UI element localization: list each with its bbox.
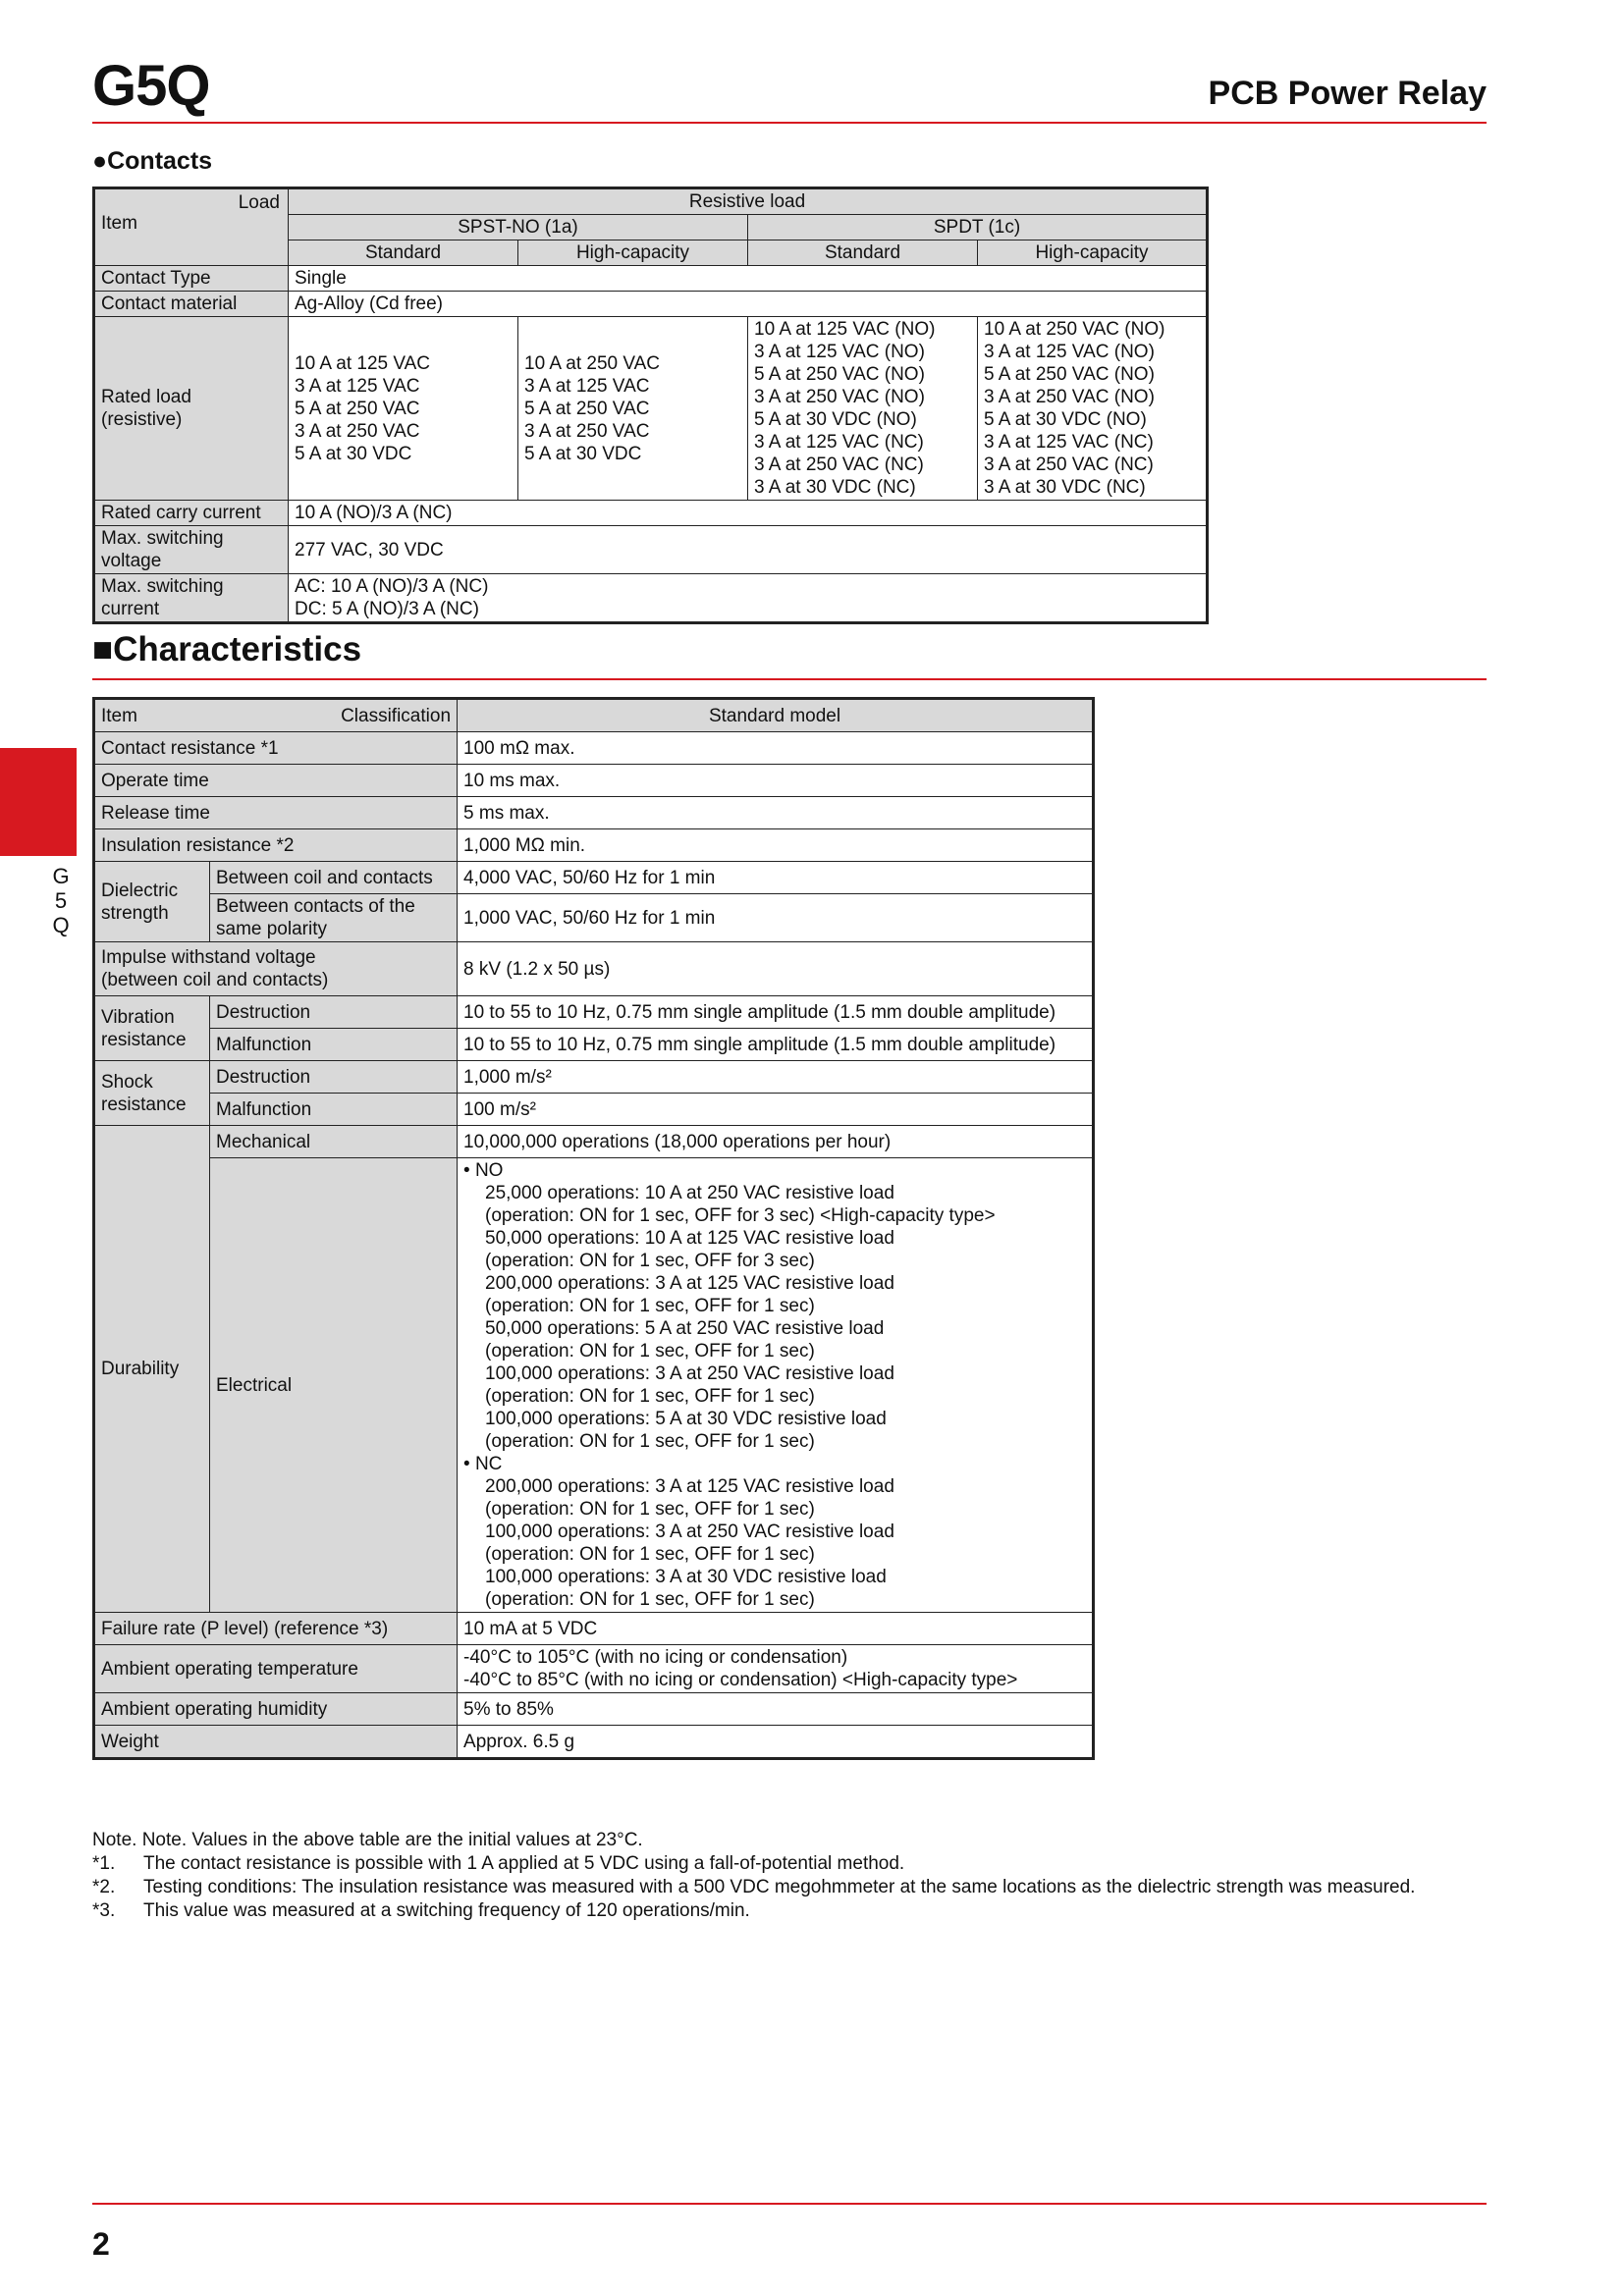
table-row <box>94 1158 1094 1613</box>
table-row <box>94 732 1094 765</box>
label-line: strength <box>101 902 169 924</box>
note-text: This value was measured at a switching frequency of 120 operations/min. <box>143 1900 750 1921</box>
bullet-no: • NO <box>463 1160 504 1181</box>
cell-value <box>289 317 518 501</box>
value-line: 50,000 operations: 10 A at 125 VAC resistive load <box>485 1228 894 1249</box>
table-row <box>94 292 1208 317</box>
section-title-contacts: ●Contacts <box>92 147 213 175</box>
value-line: 10 A at 125 VAC (NO) <box>754 319 936 340</box>
value-line: -40°C to 105°C (with no icing or condensation) <box>463 1647 848 1668</box>
value-line: 5 A at 250 VAC <box>295 398 420 419</box>
side-letter: G <box>52 864 70 888</box>
note-mark: *3. <box>92 1900 116 1921</box>
value-line: 100,000 operations: 3 A at 30 VDC resistive load <box>485 1567 887 1587</box>
row-label: Ambient operating temperature <box>94 1645 458 1693</box>
label-line: Max. switching <box>101 576 224 597</box>
value-line: 5 A at 250 VAC (NO) <box>754 364 925 385</box>
footer-divider <box>92 2203 1487 2205</box>
value-line: 5 A at 30 VDC <box>524 443 642 464</box>
corner-load-label: Load <box>238 192 280 213</box>
table-row <box>94 574 1208 623</box>
cell-value: 100 m/s² <box>458 1094 1094 1126</box>
note-item <box>92 1876 1415 1899</box>
row-group-label <box>94 862 210 942</box>
column-header: Standard <box>289 240 518 266</box>
value-line: 100,000 operations: 5 A at 30 VDC resistive load <box>485 1409 887 1429</box>
cell-value: 277 VAC, 30 VDC <box>289 526 1208 574</box>
corner-item-label: Item <box>101 705 137 726</box>
value-line: (operation: ON for 1 sec, OFF for 1 sec) <box>485 1544 815 1565</box>
table-row <box>94 996 1094 1029</box>
row-label <box>94 317 289 501</box>
cell-value: 1,000 VAC, 50/60 Hz for 1 min <box>458 894 1094 942</box>
value-line: DC: 5 A (NO)/3 A (NC) <box>295 599 479 619</box>
note-item <box>92 1852 1415 1876</box>
value-line: -40°C to 85°C (with no icing or condensation) <High-capacity type> <box>463 1670 1018 1690</box>
row-label <box>94 574 289 623</box>
value-line: (operation: ON for 1 sec, OFF for 1 sec) <box>485 1431 815 1452</box>
label-line: current <box>101 599 160 619</box>
cell-value: 100 mΩ max. <box>458 732 1094 765</box>
value-line: AC: 10 A (NO)/3 A (NC) <box>295 576 489 597</box>
value-line: 5 A at 250 VAC <box>524 398 650 419</box>
table-row <box>94 1613 1094 1645</box>
label-line: Impulse withstand voltage <box>101 947 316 968</box>
value-line: (operation: ON for 1 sec, OFF for 3 sec) <High-capacity type> <box>485 1205 996 1226</box>
value-line: 3 A at 250 VAC (NC) <box>984 454 1154 475</box>
cell-value: 1,000 m/s² <box>458 1061 1094 1094</box>
label-line: Rated load <box>101 387 191 407</box>
value-line: 3 A at 125 VAC (NO) <box>754 342 925 362</box>
row-label: Failure rate (P level) (reference *3) <box>94 1613 458 1645</box>
row-label: Destruction <box>210 996 458 1029</box>
label-line: Dielectric <box>101 880 179 901</box>
corner-classification-label: Classification <box>341 705 452 726</box>
cell-value: 10 to 55 to 10 Hz, 0.75 mm single amplitude (1.5 mm double amplitude) <box>458 996 1094 1029</box>
cell-value <box>518 317 748 501</box>
value-line: (operation: ON for 1 sec, OFF for 3 sec) <box>485 1251 815 1271</box>
row-group-label <box>94 1061 210 1126</box>
value-line: 100,000 operations: 3 A at 250 VAC resistive load <box>485 1522 894 1542</box>
row-label: Contact resistance *1 <box>94 732 458 765</box>
label-line: same polarity <box>216 919 327 939</box>
label-line: Shock <box>101 1071 153 1093</box>
value-line: 3 A at 30 VDC (NC) <box>754 477 916 498</box>
row-label: Electrical <box>210 1158 458 1613</box>
resistive-load-header: Resistive load <box>289 188 1208 215</box>
table-row <box>94 862 1094 894</box>
table-corner-header <box>94 699 458 732</box>
label-line: (resistive) <box>101 409 183 430</box>
cell-value: Ag-Alloy (Cd free) <box>289 292 1208 317</box>
label-line: Between contacts of the <box>216 896 415 917</box>
cell-value: 8 kV (1.2 x 50 µs) <box>458 942 1094 996</box>
note-mark: *1. <box>92 1853 116 1874</box>
table-row <box>94 1029 1094 1061</box>
cell-value: 10 A (NO)/3 A (NC) <box>289 501 1208 526</box>
note-text: The contact resistance is possible with 1 A applied at 5 VDC using a fall-of-potential method. <box>143 1853 905 1874</box>
value-line: 5 A at 250 VAC (NO) <box>984 364 1155 385</box>
value-line: 3 A at 125 VAC (NO) <box>984 342 1155 362</box>
table-row <box>94 1126 1094 1158</box>
label-line: resistance <box>101 1094 187 1115</box>
header-divider <box>92 122 1487 124</box>
table-row <box>94 829 1094 862</box>
note-intro: Note. Note. Values in the above table are the initial values at 23°C. <box>92 1830 643 1850</box>
page-subtitle: PCB Power Relay <box>1208 75 1487 112</box>
table-corner-header <box>94 188 289 266</box>
table-row <box>94 266 1208 292</box>
bullet-nc: • NC <box>463 1454 503 1474</box>
cell-value <box>458 1158 1094 1613</box>
value-line: 3 A at 250 VAC (NO) <box>754 387 925 407</box>
value-line: (operation: ON for 1 sec, OFF for 1 sec) <box>485 1341 815 1362</box>
row-group-label <box>94 996 210 1061</box>
cell-value: 10,000,000 operations (18,000 operations per hour) <box>458 1126 1094 1158</box>
row-label: Destruction <box>210 1061 458 1094</box>
value-line: (operation: ON for 1 sec, OFF for 1 sec) <box>485 1589 815 1610</box>
table-row <box>94 1693 1094 1726</box>
value-line: (operation: ON for 1 sec, OFF for 1 sec) <box>485 1499 815 1520</box>
row-label: Rated carry current <box>94 501 289 526</box>
value-line: (operation: ON for 1 sec, OFF for 1 sec) <box>485 1296 815 1316</box>
value-line: 3 A at 250 VAC (NO) <box>984 387 1155 407</box>
value-line: 5 A at 30 VDC (NO) <box>984 409 1147 430</box>
characteristics-table <box>92 697 1095 1760</box>
value-line: 10 A at 250 VAC <box>524 352 661 374</box>
label-line: resistance <box>101 1029 187 1050</box>
value-line: 5 A at 30 VDC (NO) <box>754 409 917 430</box>
cell-value <box>748 317 978 501</box>
value-line: 3 A at 250 VAC <box>524 420 650 442</box>
value-line: 3 A at 250 VAC (NC) <box>754 454 924 475</box>
spdt-header: SPDT (1c) <box>748 215 1208 240</box>
label-line: Vibration <box>101 1006 175 1028</box>
spst-header: SPST-NO (1a) <box>289 215 748 240</box>
value-line: 50,000 operations: 5 A at 250 VAC resistive load <box>485 1318 885 1339</box>
row-group-label: Durability <box>94 1126 210 1613</box>
table-row <box>94 317 1208 501</box>
model-title: G5Q <box>92 54 210 118</box>
row-label: Between coil and contacts <box>210 862 458 894</box>
column-header: Standard <box>748 240 978 266</box>
row-label: Malfunction <box>210 1094 458 1126</box>
note-item <box>92 1899 1415 1923</box>
value-line: 10 A at 250 VAC (NO) <box>984 319 1165 340</box>
cell-value <box>458 1645 1094 1693</box>
row-label: Ambient operating humidity <box>94 1693 458 1726</box>
table-row <box>94 1094 1094 1126</box>
cell-value: 10 ms max. <box>458 765 1094 797</box>
table-row <box>94 1645 1094 1693</box>
row-label: Contact Type <box>94 266 289 292</box>
cell-value: 10 mA at 5 VDC <box>458 1613 1094 1645</box>
section-divider <box>92 678 1487 680</box>
row-label: Mechanical <box>210 1126 458 1158</box>
row-label <box>94 942 458 996</box>
table-row <box>94 942 1094 996</box>
value-line: 3 A at 125 VAC (NC) <box>754 432 924 453</box>
row-label: Insulation resistance *2 <box>94 829 458 862</box>
note-text: Testing conditions: The insulation resistance was measured with a 500 VDC megohmmeter at the same locations as the dielectric strength was measured. <box>143 1877 1416 1897</box>
contacts-table <box>92 187 1209 624</box>
row-label: Weight <box>94 1726 458 1759</box>
cell-value: 1,000 MΩ min. <box>458 829 1094 862</box>
value-line: 25,000 operations: 10 A at 250 VAC resistive load <box>485 1183 894 1203</box>
row-label <box>94 526 289 574</box>
corner-item-label: Item <box>101 213 137 234</box>
section-title-characteristics: ■Characteristics <box>92 630 362 668</box>
value-line: 3 A at 125 VAC <box>524 375 650 397</box>
cell-value: 5% to 85% <box>458 1693 1094 1726</box>
row-label: Malfunction <box>210 1029 458 1061</box>
row-label: Release time <box>94 797 458 829</box>
cell-value: 4,000 VAC, 50/60 Hz for 1 min <box>458 862 1094 894</box>
value-line: 200,000 operations: 3 A at 125 VAC resistive load <box>485 1273 894 1294</box>
notes-block <box>92 1829 1415 1923</box>
column-header: High-capacity <box>978 240 1208 266</box>
value-line: 10 A at 125 VAC <box>295 352 431 374</box>
cell-value: 5 ms max. <box>458 797 1094 829</box>
row-label <box>210 894 458 942</box>
label-line: (between coil and contacts) <box>101 970 329 990</box>
cell-value <box>289 574 1208 623</box>
table-row <box>94 526 1208 574</box>
table-row <box>94 797 1094 829</box>
side-letter: 5 <box>54 888 68 913</box>
table-row <box>94 894 1094 942</box>
side-tab-label <box>49 864 73 937</box>
table-row <box>94 1061 1094 1094</box>
side-tab-marker <box>0 748 77 856</box>
value-line: 3 A at 125 VAC <box>295 375 420 397</box>
cell-value: 10 to 55 to 10 Hz, 0.75 mm single amplitude (1.5 mm double amplitude) <box>458 1029 1094 1061</box>
page-number: 2 <box>92 2226 110 2262</box>
cell-value <box>978 317 1208 501</box>
row-label: Contact material <box>94 292 289 317</box>
table-row <box>94 501 1208 526</box>
value-line: (operation: ON for 1 sec, OFF for 1 sec) <box>485 1386 815 1407</box>
column-header: Standard model <box>458 699 1094 732</box>
label-line: voltage <box>101 551 162 571</box>
value-line: 3 A at 250 VAC <box>295 420 420 442</box>
note-mark: *2. <box>92 1877 116 1897</box>
value-line: 200,000 operations: 3 A at 125 VAC resistive load <box>485 1476 894 1497</box>
table-row <box>94 765 1094 797</box>
cell-value: Approx. 6.5 g <box>458 1726 1094 1759</box>
value-line: 5 A at 30 VDC <box>295 443 412 464</box>
cell-value: Single <box>289 266 1208 292</box>
column-header: High-capacity <box>518 240 748 266</box>
value-line: 3 A at 30 VDC (NC) <box>984 477 1146 498</box>
value-line: 3 A at 125 VAC (NC) <box>984 432 1154 453</box>
side-letter: Q <box>52 913 70 937</box>
label-line: Max. switching <box>101 528 224 549</box>
table-row <box>94 1726 1094 1759</box>
value-line: 100,000 operations: 3 A at 250 VAC resistive load <box>485 1363 894 1384</box>
row-label: Operate time <box>94 765 458 797</box>
